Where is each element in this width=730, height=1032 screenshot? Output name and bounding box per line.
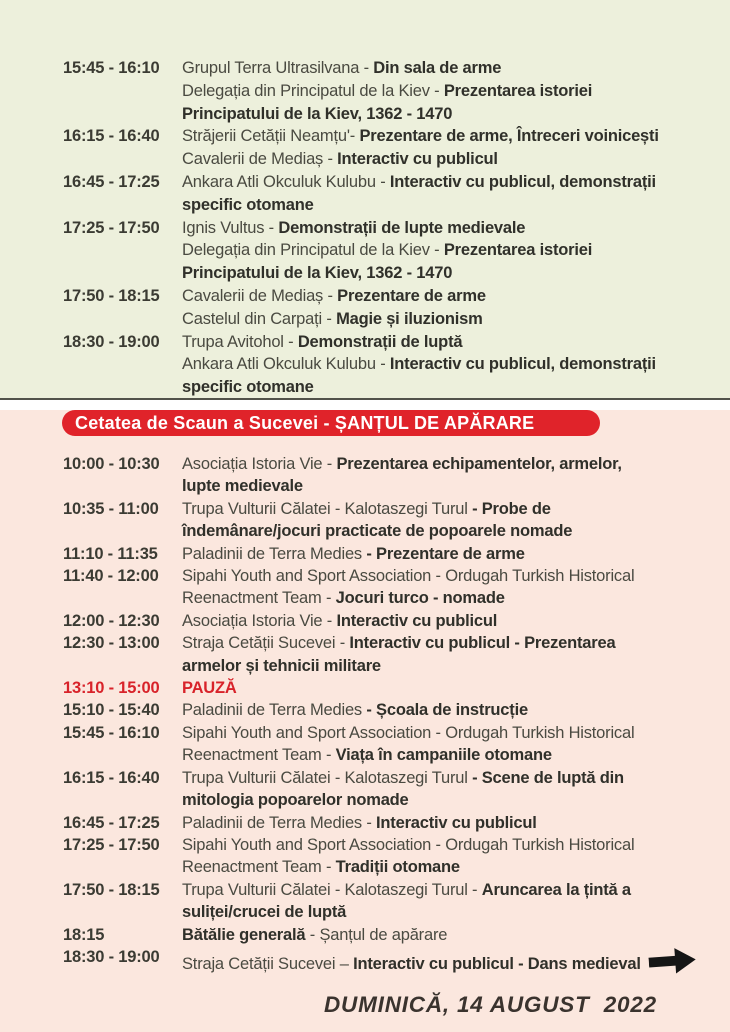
- performer-label: Cavalerii de Mediaș -: [182, 286, 338, 305]
- event-line: [182, 610, 730, 632]
- activity-label: Jocuri turco - nomade: [335, 589, 505, 608]
- activity-label: Interactiv cu publicul: [376, 813, 537, 832]
- schedule-row: [0, 924, 730, 946]
- right-arrow-icon: [648, 944, 697, 984]
- schedule-row: [0, 565, 730, 610]
- event-line: [182, 171, 730, 194]
- activity-label: - Școala de instrucție: [366, 701, 528, 720]
- schedule-row: [0, 125, 730, 171]
- event-description: [182, 946, 730, 982]
- activity-label: Interactiv cu publicul - Prezentarea: [349, 634, 616, 653]
- activity-label: Aruncarea la țintă a: [481, 880, 631, 899]
- activity-label: Interactiv cu publicul, demonstrații: [389, 172, 656, 191]
- time-slot: 18:30 - 19:00: [63, 947, 160, 966]
- schedule-row: [0, 498, 730, 543]
- event-description: [182, 285, 730, 331]
- time-slot: 11:40 - 12:00: [63, 567, 159, 586]
- time-slot: 10:35 - 11:00: [63, 499, 159, 518]
- performer-label: Ankara Atli Okculuk Kulubu -: [182, 172, 390, 191]
- event-line: [182, 194, 730, 217]
- schedule-rows-bottom: [0, 436, 730, 982]
- event-line: [182, 520, 730, 542]
- schedule-row: [0, 767, 730, 812]
- activity-label: Bătălie generală: [182, 925, 306, 944]
- event-line: [182, 125, 730, 148]
- schedule-row: [0, 812, 730, 834]
- activity-label: specific otomane: [182, 195, 314, 214]
- time-slot: 15:45 - 16:10: [63, 723, 160, 742]
- performer-label: Paladinii de Terra Medies -: [182, 813, 377, 832]
- performer-label: Ankara Atli Okculuk Kulubu -: [182, 355, 390, 374]
- section-banner: [62, 410, 600, 436]
- event-line: [182, 498, 730, 520]
- schedule-row: [0, 879, 730, 924]
- event-line: [182, 217, 730, 240]
- event-description: [182, 834, 730, 879]
- section-schedule-top: [0, 0, 730, 400]
- performer-label: Străjerii Cetății Neamțu'-: [182, 127, 360, 146]
- section-banner-label: Cetatea de Scaun a Sucevei - ȘANȚUL DE APĂRARE: [75, 413, 535, 433]
- activity-label: - Prezentare de arme: [366, 544, 525, 563]
- performer-label: Straja Cetății Sucevei -: [182, 634, 350, 653]
- event-line: [182, 722, 730, 744]
- event-description: [182, 565, 730, 610]
- time-slot: 16:45 - 17:25: [63, 172, 160, 191]
- event-description: [182, 610, 730, 632]
- event-line: [182, 103, 730, 126]
- performer-label: Cavalerii de Mediaș -: [182, 150, 338, 169]
- performer-label: Trupa Vulturii Călatei - Kalotaszegi Turul -: [182, 880, 482, 899]
- event-line: [182, 285, 730, 308]
- event-line: [182, 376, 730, 399]
- schedule-row: [0, 699, 730, 721]
- event-line: [182, 834, 730, 856]
- schedule-row: [0, 171, 730, 217]
- activity-label: Prezentarea istoriei: [443, 241, 593, 260]
- activity-label: Tradiții otomane: [335, 858, 460, 877]
- activity-label: Prezentare de arme, Întreceri voinicești: [359, 127, 659, 146]
- activity-label: îndemânare/jocuri practicate de popoarele nomade: [182, 522, 573, 541]
- activity-label: Magie și iluzionism: [336, 309, 483, 328]
- performer-label: Ignis Vultus -: [182, 218, 279, 237]
- event-line: [182, 308, 730, 331]
- activity-label: - Probe de: [472, 499, 551, 518]
- event-line: [182, 901, 730, 923]
- activity-label: Demonstrații de luptă: [297, 332, 463, 351]
- time-slot: 11:10 - 11:35: [63, 544, 158, 563]
- event-description: [182, 171, 730, 217]
- time-slot: 17:50 - 18:15: [63, 286, 160, 305]
- activity-label: mitologia popoarelor nomade: [182, 791, 409, 810]
- event-line: [182, 565, 730, 587]
- schedule-row: [0, 946, 730, 982]
- section-santul-de-aparare: [0, 410, 730, 1032]
- performer-label: Paladinii de Terra Medies: [182, 701, 367, 720]
- event-line: [182, 453, 730, 475]
- event-description: [182, 699, 730, 721]
- event-line: [182, 924, 730, 946]
- schedule-row: [0, 543, 730, 565]
- event-line: [182, 699, 730, 721]
- performer-label: Delegația din Principatul de la Kiev -: [182, 81, 444, 100]
- event-line: [182, 57, 730, 80]
- activity-label: Principatului de la Kiev, 1362 - 1470: [182, 104, 453, 123]
- activity-label: specific otomane: [182, 378, 314, 397]
- time-slot: 17:50 - 18:15: [63, 880, 160, 899]
- event-line: [182, 353, 730, 376]
- performer-label: Sipahi Youth and Sport Association - Ordugah Turkish Historical: [182, 723, 635, 742]
- activity-label: Din sala de arme: [373, 59, 502, 77]
- activity-label: PAUZĂ: [182, 679, 237, 698]
- schedule-row: [0, 677, 730, 699]
- time-slot: 12:00 - 12:30: [63, 611, 160, 630]
- schedule-row: [0, 57, 730, 125]
- schedule-row: [0, 217, 730, 285]
- performer-label: Trupa Vulturii Călatei - Kalotaszegi Turul: [182, 768, 473, 787]
- activity-label: Demonstrații de lupte medievale: [278, 218, 526, 237]
- activity-label: - Scene de luptă din: [472, 768, 624, 787]
- event-description: [182, 498, 730, 543]
- event-line: [182, 767, 730, 789]
- performer-label: Sipahi Youth and Sport Association - Ordugah Turkish Historical: [182, 835, 635, 854]
- event-line: [182, 655, 730, 677]
- footer-date: DUMINICĂ, 14 AUGUST 2022: [324, 992, 657, 1018]
- event-line: [182, 677, 730, 699]
- time-slot: 18:15: [63, 925, 105, 944]
- time-slot: 16:15 - 16:40: [63, 768, 160, 787]
- schedule-row: [0, 722, 730, 767]
- event-description: [182, 722, 730, 767]
- event-description: [182, 453, 730, 498]
- event-line: [182, 879, 730, 901]
- event-description: [182, 125, 730, 171]
- activity-label: lupte medievale: [182, 477, 303, 496]
- event-line: [182, 587, 730, 609]
- activity-label: Interactiv cu publicul - Dans medieval: [353, 954, 641, 973]
- performer-label: Reenactment Team -: [182, 858, 336, 877]
- event-line: [182, 744, 730, 766]
- time-slot: 15:10 - 15:40: [63, 701, 160, 720]
- schedule-row: [0, 285, 730, 331]
- schedule-rows-top: [0, 57, 730, 399]
- event-line: [182, 812, 730, 834]
- time-slot: 12:30 - 13:00: [63, 634, 160, 653]
- activity-label: Prezentarea echipamentelor, armelor,: [336, 455, 622, 473]
- activity-label: Principatului de la Kiev, 1362 - 1470: [182, 264, 453, 283]
- event-description: [182, 924, 730, 946]
- performer-label: Grupul Terra Ultrasilvana -: [182, 59, 374, 77]
- event-line: [182, 148, 730, 171]
- event-description: [182, 812, 730, 834]
- performer-label: Straja Cetății Sucevei –: [182, 954, 354, 973]
- activity-label: Prezentare de arme: [337, 286, 486, 305]
- event-line: [182, 331, 730, 354]
- schedule-row: [0, 834, 730, 879]
- event-description: [182, 543, 730, 565]
- performer-label: Sipahi Youth and Sport Association - Ordugah Turkish Historical: [182, 567, 635, 586]
- event-line: [182, 543, 730, 565]
- activity-label: Interactiv cu publicul: [337, 150, 498, 169]
- activity-label: Interactiv cu publicul, demonstrații: [389, 355, 656, 374]
- performer-label: Trupa Vulturii Călatei - Kalotaszegi Turul: [182, 499, 473, 518]
- time-slot: 10:00 - 10:30: [63, 455, 160, 473]
- event-line: [182, 789, 730, 811]
- event-line: [182, 80, 730, 103]
- event-description: [182, 217, 730, 285]
- event-description: [182, 677, 730, 699]
- schedule-row: [0, 610, 730, 632]
- time-slot: 16:45 - 17:25: [63, 813, 160, 832]
- performer-label: - Șanțul de apărare: [305, 925, 448, 944]
- performer-label: Reenactment Team -: [182, 746, 336, 765]
- activity-label: Viața în campaniile otomane: [335, 746, 552, 765]
- time-slot: 16:15 - 16:40: [63, 127, 160, 146]
- performer-label: Reenactment Team -: [182, 589, 336, 608]
- time-slot: 17:25 - 17:50: [63, 218, 160, 237]
- time-slot: 18:30 - 19:00: [63, 332, 160, 351]
- event-line: [182, 632, 730, 654]
- performer-label: Castelul din Carpați -: [182, 309, 337, 328]
- event-description: [182, 767, 730, 812]
- activity-label: suliței/crucei de luptă: [182, 903, 347, 922]
- event-description: [182, 632, 730, 677]
- event-line: [182, 475, 730, 497]
- performer-label: Trupa Avitohol -: [182, 332, 298, 351]
- time-slot: 13:10 - 15:00: [63, 679, 160, 698]
- time-slot: 15:45 - 16:10: [63, 59, 160, 77]
- activity-label: armelor și tehnicii militare: [182, 656, 381, 675]
- time-slot: 17:25 - 17:50: [63, 835, 160, 854]
- event-line: [182, 856, 730, 878]
- performer-label: Paladinii de Terra Medies: [182, 544, 367, 563]
- event-description: [182, 879, 730, 924]
- schedule-row: [0, 632, 730, 677]
- event-line: [182, 946, 730, 982]
- event-description: [182, 57, 730, 125]
- performer-label: Delegația din Principatul de la Kiev -: [182, 241, 444, 260]
- activity-label: Prezentarea istoriei: [443, 81, 593, 100]
- performer-label: Asociația Istoria Vie -: [182, 611, 337, 630]
- schedule-row: [0, 453, 730, 498]
- performer-label: Asociația Istoria Vie -: [182, 455, 337, 473]
- event-line: [182, 262, 730, 285]
- activity-label: Interactiv cu publicul: [336, 611, 498, 630]
- schedule-row: [0, 331, 730, 399]
- event-line: [182, 239, 730, 262]
- event-description: [182, 331, 730, 399]
